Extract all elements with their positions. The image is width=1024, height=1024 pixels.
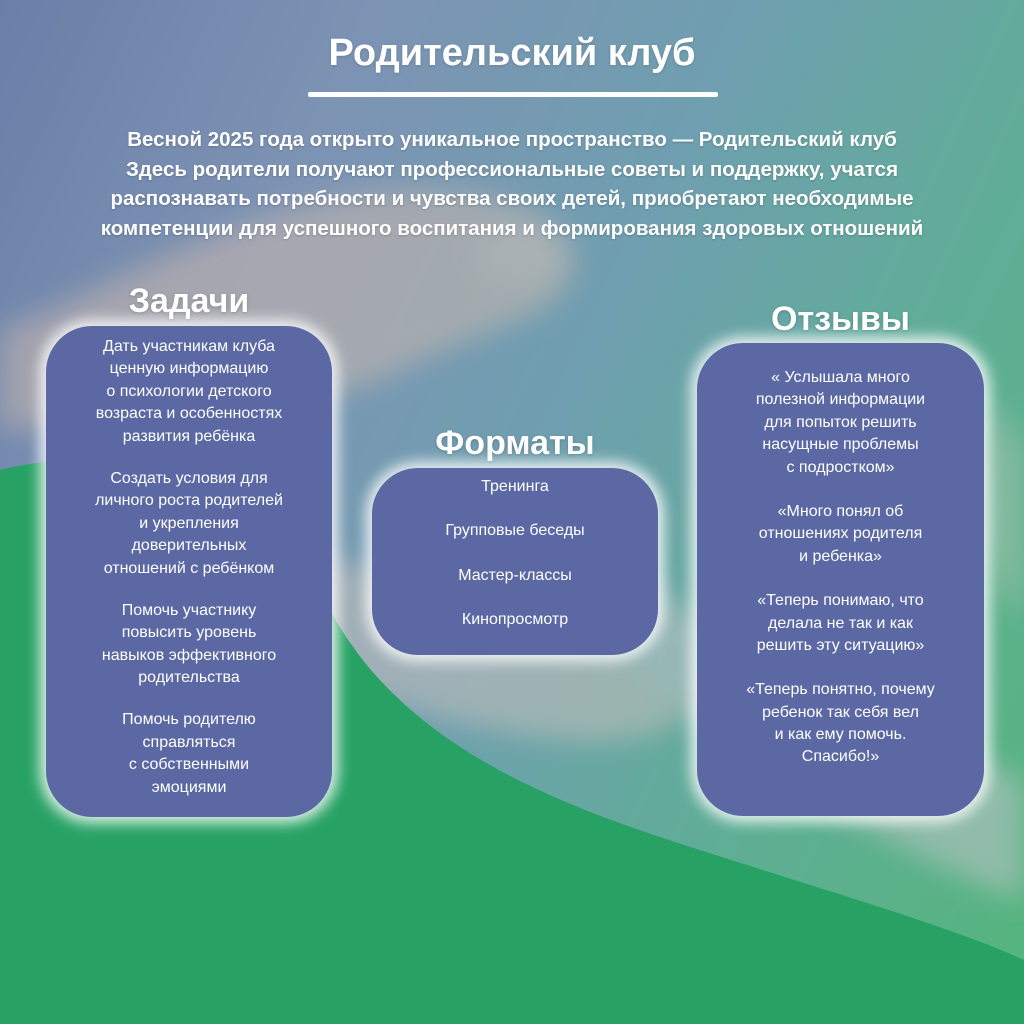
review-line: «Много понял об — [777, 502, 904, 520]
review-line: для попыток решить — [764, 413, 917, 431]
formats-heading: Форматы — [435, 424, 595, 462]
task-line: о психологии детского — [106, 382, 272, 400]
intro-text — [40, 125, 984, 244]
review-line: « Услышала много — [771, 369, 910, 386]
task-line: с собственными — [128, 756, 250, 774]
review-line: Спасибо!» — [801, 748, 880, 766]
review-line: «Теперь понимаю, что — [757, 592, 924, 610]
review-line: полезной информации — [755, 391, 926, 409]
page-title: Родительский клуб — [328, 32, 696, 74]
review-line: ребенок так себя вел — [762, 703, 919, 721]
review-line: «Теперь понятно, почему — [746, 681, 935, 699]
intro-line: Здесь родители получают профессиональные советы и поддержку, учатся — [125, 157, 899, 181]
task-line: личного роста родителей — [95, 492, 283, 510]
task-item — [54, 600, 324, 690]
task-line: развития ребёнка — [122, 427, 256, 445]
task-line: Помочь родителю — [122, 711, 256, 729]
format-item: Кинопросмотр — [461, 611, 569, 629]
task-line: отношений с ребёнком — [103, 559, 275, 577]
task-line: доверительных — [131, 537, 247, 555]
task-item — [54, 468, 324, 580]
task-line: повысить уровень — [121, 624, 257, 642]
review-line: и ребенка» — [799, 547, 882, 565]
review-item — [703, 367, 978, 479]
review-item — [703, 679, 978, 769]
task-item — [54, 336, 324, 448]
title-underline — [308, 92, 718, 97]
review-line: насущные проблемы — [762, 436, 919, 454]
tasks-heading: Задачи — [128, 282, 250, 320]
review-line: и как ему помочь. — [774, 726, 907, 744]
task-line: навыков эффективного — [101, 646, 277, 664]
review-item — [703, 590, 978, 657]
intro-line: компетенции для успешного воспитания и формирования здоровых отношений — [100, 217, 924, 241]
reviews-card — [697, 343, 984, 816]
review-line: делала не так и как — [768, 614, 913, 632]
intro-line: Весной 2025 года открыто уникальное пространство — Родительский клуб — [127, 128, 897, 151]
review-line: с подростком» — [786, 458, 895, 476]
format-item: Мастер-классы — [458, 566, 572, 584]
review-item — [703, 501, 978, 568]
task-line: ценную информацию — [109, 360, 269, 378]
format-item: Тренинга — [481, 478, 549, 495]
task-line: эмоциями — [151, 778, 227, 796]
task-line: справляться — [142, 733, 236, 751]
task-line: и укрепления — [139, 514, 239, 532]
review-line: решить эту ситуацию» — [756, 636, 925, 654]
task-line: Создать условия для — [110, 469, 268, 487]
tasks-card — [46, 326, 332, 817]
reviews-heading: Отзывы — [771, 300, 910, 338]
formats-card — [372, 468, 658, 655]
review-line: отношениях родителя — [758, 525, 923, 543]
task-line: родительства — [138, 669, 240, 687]
task-item — [54, 709, 324, 799]
task-line: Помочь участнику — [121, 601, 257, 619]
task-line: возраста и особенностях — [95, 405, 283, 423]
task-line: Дать участникам клуба — [103, 338, 275, 355]
format-item: Групповые беседы — [445, 522, 585, 540]
intro-line: распознавать потребности и чувства своих детей, приобретают необходимые — [110, 187, 914, 211]
